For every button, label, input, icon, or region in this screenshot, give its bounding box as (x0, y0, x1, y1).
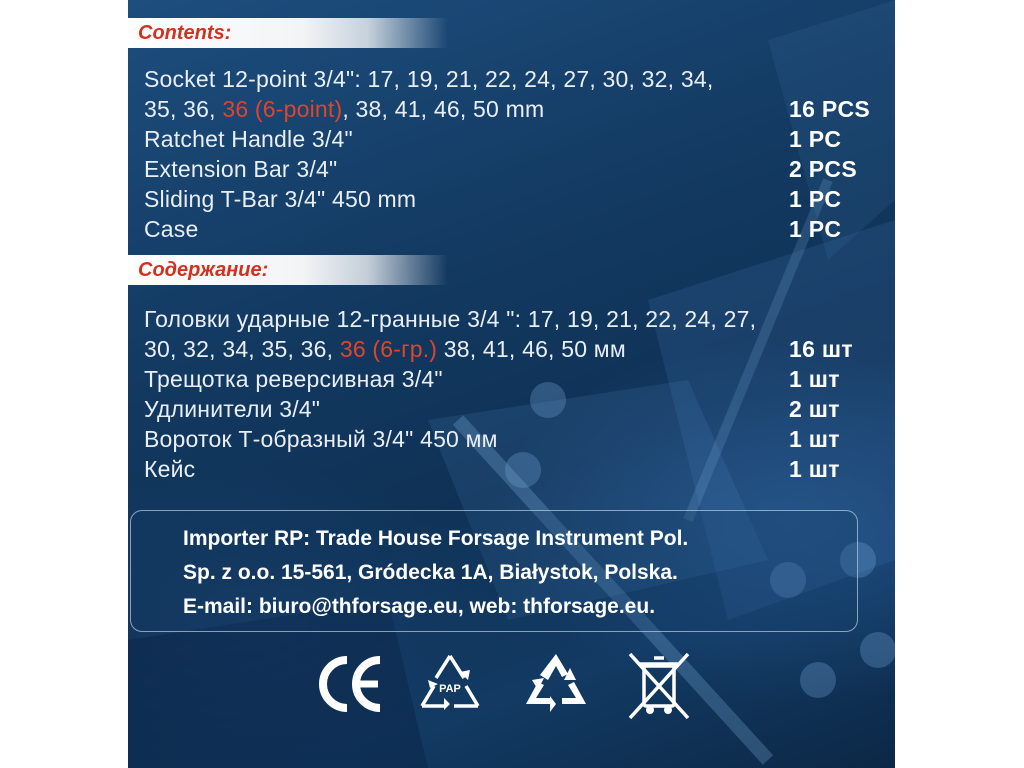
contents-item (144, 216, 895, 246)
item-text: Socket 12-point 3/4": 17, 19, 21, 22, 24, 27, 30, 32, 34, (144, 66, 714, 92)
item-quantity: 1 шт (789, 426, 840, 452)
item-quantity: 2 шт (789, 396, 840, 422)
importer-address-line: Sp. z o.o. 15-561, Gródecka 1A, Białystok, Polska. (183, 561, 678, 584)
pap-recycling-icon (414, 648, 486, 720)
item-quantity: 1 PC (789, 216, 842, 242)
item-quantity: 1 шт (789, 456, 840, 482)
contents-ru-item (144, 426, 895, 456)
item-text: Трещотка реверсивная 3/4" (144, 366, 443, 392)
highlighted-size: 36 (6-гр.) (339, 336, 438, 362)
item-text: 35, 36, 36 (6-point), 38, 41, 46, 50 mm (144, 96, 545, 122)
contents-ru-item (144, 306, 895, 336)
ce-mark-icon (314, 648, 386, 720)
item-text: Кейс (144, 456, 196, 482)
contents-heading-bar (128, 18, 448, 48)
contents-ru-item (144, 396, 895, 426)
contents-ru-item (144, 336, 895, 366)
item-quantity: 1 шт (789, 366, 840, 392)
item-quantity: 1 PC (789, 186, 842, 212)
item-text: Удлинители 3/4" (144, 396, 321, 422)
contents-ru-heading-bar (128, 255, 448, 285)
highlighted-size: 36 (6-point) (222, 96, 343, 122)
contents-item (144, 126, 895, 156)
item-text: Extension Bar 3/4" (144, 156, 338, 182)
importer-contact-line: E-mail: biuro@thforsage.eu, web: thforsage.eu. (183, 595, 656, 618)
item-text: Case (144, 216, 199, 242)
contents-ru-heading: Содержание: (138, 259, 269, 281)
item-quantity: 16 шт (789, 336, 853, 362)
importer-info-box (130, 510, 858, 632)
importer-line: Importer RP: Trade House Forsage Instrument Pol. (183, 527, 689, 550)
item-text: Вороток Т-образный 3/4" 450 мм (144, 426, 498, 452)
item-text: Головки ударные 12-гранные 3/4 ": 17, 19, 21, 22, 24, 27, (144, 306, 757, 332)
pap-label: PAP (439, 683, 461, 695)
item-quantity: 1 PC (789, 126, 842, 152)
item-text: 30, 32, 34, 35, 36, 36 (6-гр.) 38, 41, 46, 50 мм (144, 336, 626, 362)
packaging-label-panel (128, 0, 895, 768)
contents-item (144, 96, 895, 126)
contents-item (144, 66, 895, 96)
recycling-icon (518, 648, 594, 720)
svg-text:CE: CE (314, 648, 316, 649)
contents-item (144, 186, 895, 216)
contents-ru-item (144, 366, 895, 396)
item-text: Sliding T-Bar 3/4" 450 mm (144, 186, 417, 212)
contents-item (144, 156, 895, 186)
item-quantity: 16 PCS (789, 96, 871, 122)
contents-ru-item (144, 456, 895, 486)
contents-heading: Contents: (138, 22, 232, 44)
weee-crossed-bin-icon (624, 648, 694, 724)
item-quantity: 2 PCS (789, 156, 857, 182)
item-text: Ratchet Handle 3/4" (144, 126, 353, 152)
